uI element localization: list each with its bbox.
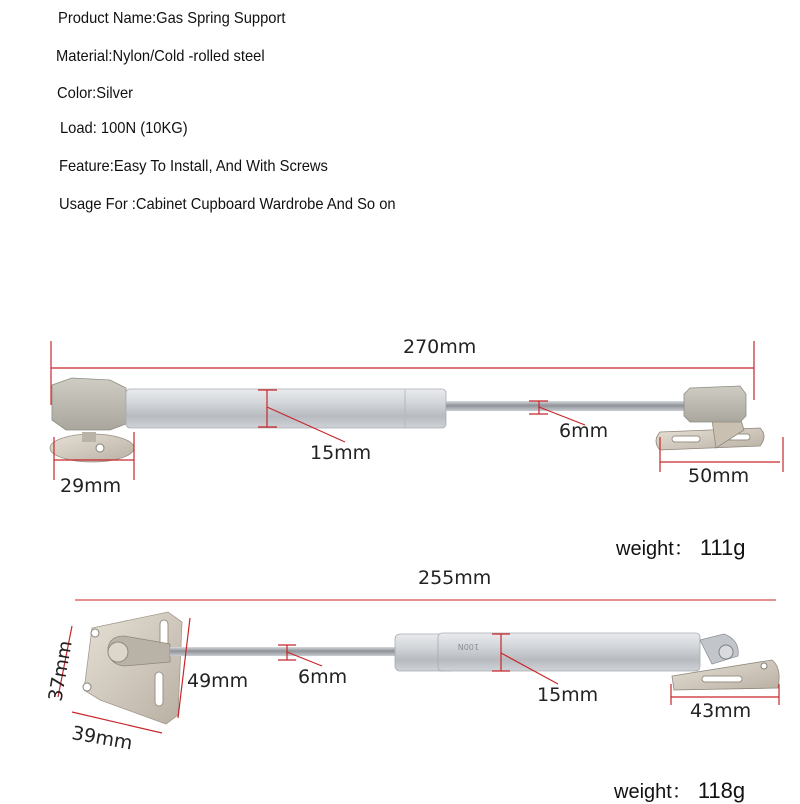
label-right-bracket-width-1: 50mm [688, 465, 750, 487]
spec-usage: Usage For :Cabinet Cupboard Wardrobe And So on [59, 196, 396, 213]
label-rod-diameter-2: 6mm [298, 666, 348, 688]
label-plate-length-2: 49mm [187, 670, 249, 692]
weight-value-2: 118g [697, 778, 746, 803]
spec-feature: Feature:Easy To Install, And With Screws [59, 158, 328, 175]
label-total-length-1: 270mm [403, 336, 477, 358]
weight-label-1: weight： [616, 538, 694, 560]
weight-value-1: 111g [699, 535, 746, 560]
right-nylon-cap [684, 386, 746, 422]
label-left-bracket-width-1: 29mm [60, 475, 122, 497]
spec-color: Color:Silver [57, 85, 134, 102]
label-cylinder-diameter-1: 15mm [310, 442, 372, 464]
label-total-length-2: 255mm [418, 567, 492, 589]
label-right-bracket-width-2: 43mm [690, 700, 752, 722]
cylinder-body-2 [438, 633, 700, 671]
label-plate-width-2: 39mm [70, 722, 135, 755]
label-rod-diameter-1: 6mm [559, 420, 609, 442]
weight-1 [616, 532, 746, 561]
piston-rod-2 [170, 647, 400, 656]
weight-label-2: weight： [614, 781, 692, 803]
cylinder-body [126, 389, 446, 428]
spec-load: Load: 100N (10KG) [60, 120, 188, 137]
left-nylon-cap [52, 378, 126, 430]
gas-spring-2 [58, 600, 779, 733]
spec-material: Material:Nylon/Cold -rolled steel [56, 48, 265, 65]
label-plate-height-2: 37mm [44, 638, 77, 704]
piston-rod [446, 401, 686, 411]
cylinder-marking: 100N [457, 642, 479, 651]
spec-product-name: Product Name:Gas Spring Support [58, 10, 286, 27]
label-cylinder-diameter-2: 15mm [537, 684, 599, 706]
gas-spring-1 [50, 341, 783, 480]
